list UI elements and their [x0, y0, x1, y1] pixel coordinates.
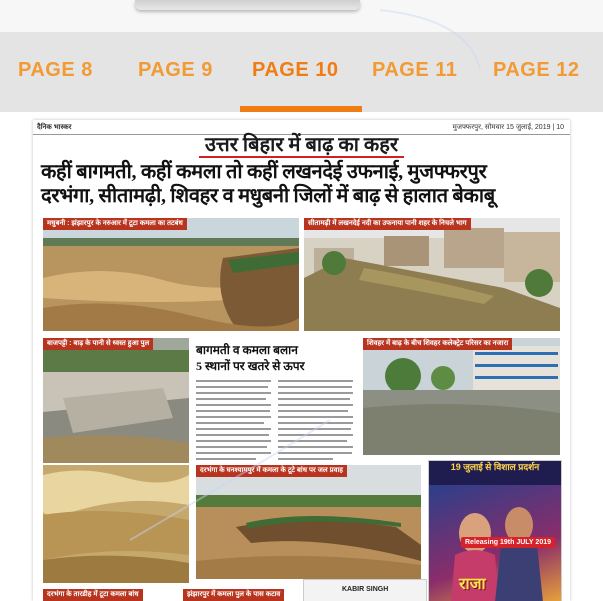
- subheadline-line-1: बागमती व कमला बलान: [196, 343, 298, 357]
- caption-bottom-center-2: झंझारपुर में कमला पुल के पास कटाव: [183, 589, 284, 601]
- story-column-2: [278, 378, 353, 462]
- caption-mid-right: शिवहर में बाढ़ के बीच शिवहर कलेक्ट्रेट परिसर का नजारा: [363, 338, 512, 350]
- dateline: मुजफ्फरपुर, सोमवार 15 जुलाई, 2019 | 10: [452, 124, 564, 131]
- tab-page-10[interactable]: PAGE 10: [252, 59, 339, 81]
- paper-name: दैनिक भास्कर: [37, 124, 72, 131]
- photo-rushing-water: [43, 465, 189, 583]
- subheadline-line-2: 5 स्थानों पर खतरे से ऊपर: [196, 359, 305, 373]
- photo-collectorate: [363, 338, 560, 455]
- ad-artwork: [429, 485, 561, 601]
- newspaper-page[interactable]: [33, 120, 570, 601]
- top-strip: [0, 0, 603, 32]
- caption-bottom-left: दरभंगा के तारडीह में टूटा कमला बांध: [43, 589, 143, 601]
- main-headline: [41, 160, 565, 208]
- headline-line-2: दरभंगा, सीतामढ़ी, शिवहर व मधुबनी जिलों में बाढ़ से हालात बेकाबू: [41, 185, 495, 207]
- embankment-illustration: [196, 465, 421, 579]
- rushing-water-illustration: [43, 465, 189, 583]
- ad-banner: 19 जुलाई से विशाल प्रदर्शन: [429, 461, 561, 485]
- text-lines-graphic: [196, 378, 271, 462]
- story-subheadline: [196, 342, 356, 374]
- tab-page-9[interactable]: PAGE 9: [138, 59, 213, 81]
- photo-town-flood: [304, 218, 560, 331]
- flooded-campus-illustration: [363, 338, 560, 455]
- strip-label: KABIR SINGH: [342, 586, 389, 593]
- photo-embankment-breach: [43, 218, 299, 331]
- caption-bottom-center: दरभंगा के घनश्यामपुर में कमला के टूटे बांध पर जल प्रवाह: [196, 465, 347, 477]
- tab-page-12[interactable]: PAGE 12: [493, 59, 580, 81]
- photo-bridge-collapse: [43, 338, 189, 463]
- bottom-ad-strip: [303, 579, 427, 601]
- caption-mid-left: बाजपट्टी : बाढ़ के पानी से ध्वस्त हुआ पुल: [43, 338, 153, 350]
- text-lines-graphic: [278, 378, 353, 462]
- caption-top-left: मधुबनी : झंझारपुर के नरुआर में टूटा कमला का तटबंध: [43, 218, 187, 230]
- tab-page-11[interactable]: PAGE 11: [372, 59, 458, 81]
- flooded-town-illustration: [304, 218, 560, 331]
- caption-top-right: सीतामढ़ी में लखनदेई नदी का उफनाया पानी शहर के निचले भाग: [304, 218, 471, 230]
- page-tab-bar: [0, 32, 603, 112]
- story-column-1: [196, 378, 271, 462]
- broken-bridge-illustration: [43, 338, 189, 463]
- movie-advertisement[interactable]: [428, 460, 562, 601]
- headline-line-1: कहीं बागमती, कहीं कमला तो कहीं लखनदेई उफनाई, मुजफ्फरपुर: [41, 161, 487, 183]
- tab-page-8[interactable]: PAGE 8: [18, 59, 93, 81]
- page-kicker: उत्तर बिहार में बाढ़ का कहर: [33, 130, 570, 157]
- movie-title: राजा: [459, 576, 486, 593]
- photo-broken-embankment: [196, 465, 421, 579]
- release-date-badge: Releasing 19th JULY 2019: [461, 537, 555, 548]
- previous-page-thumbnail[interactable]: [135, 0, 360, 10]
- flood-river-illustration: [43, 218, 299, 331]
